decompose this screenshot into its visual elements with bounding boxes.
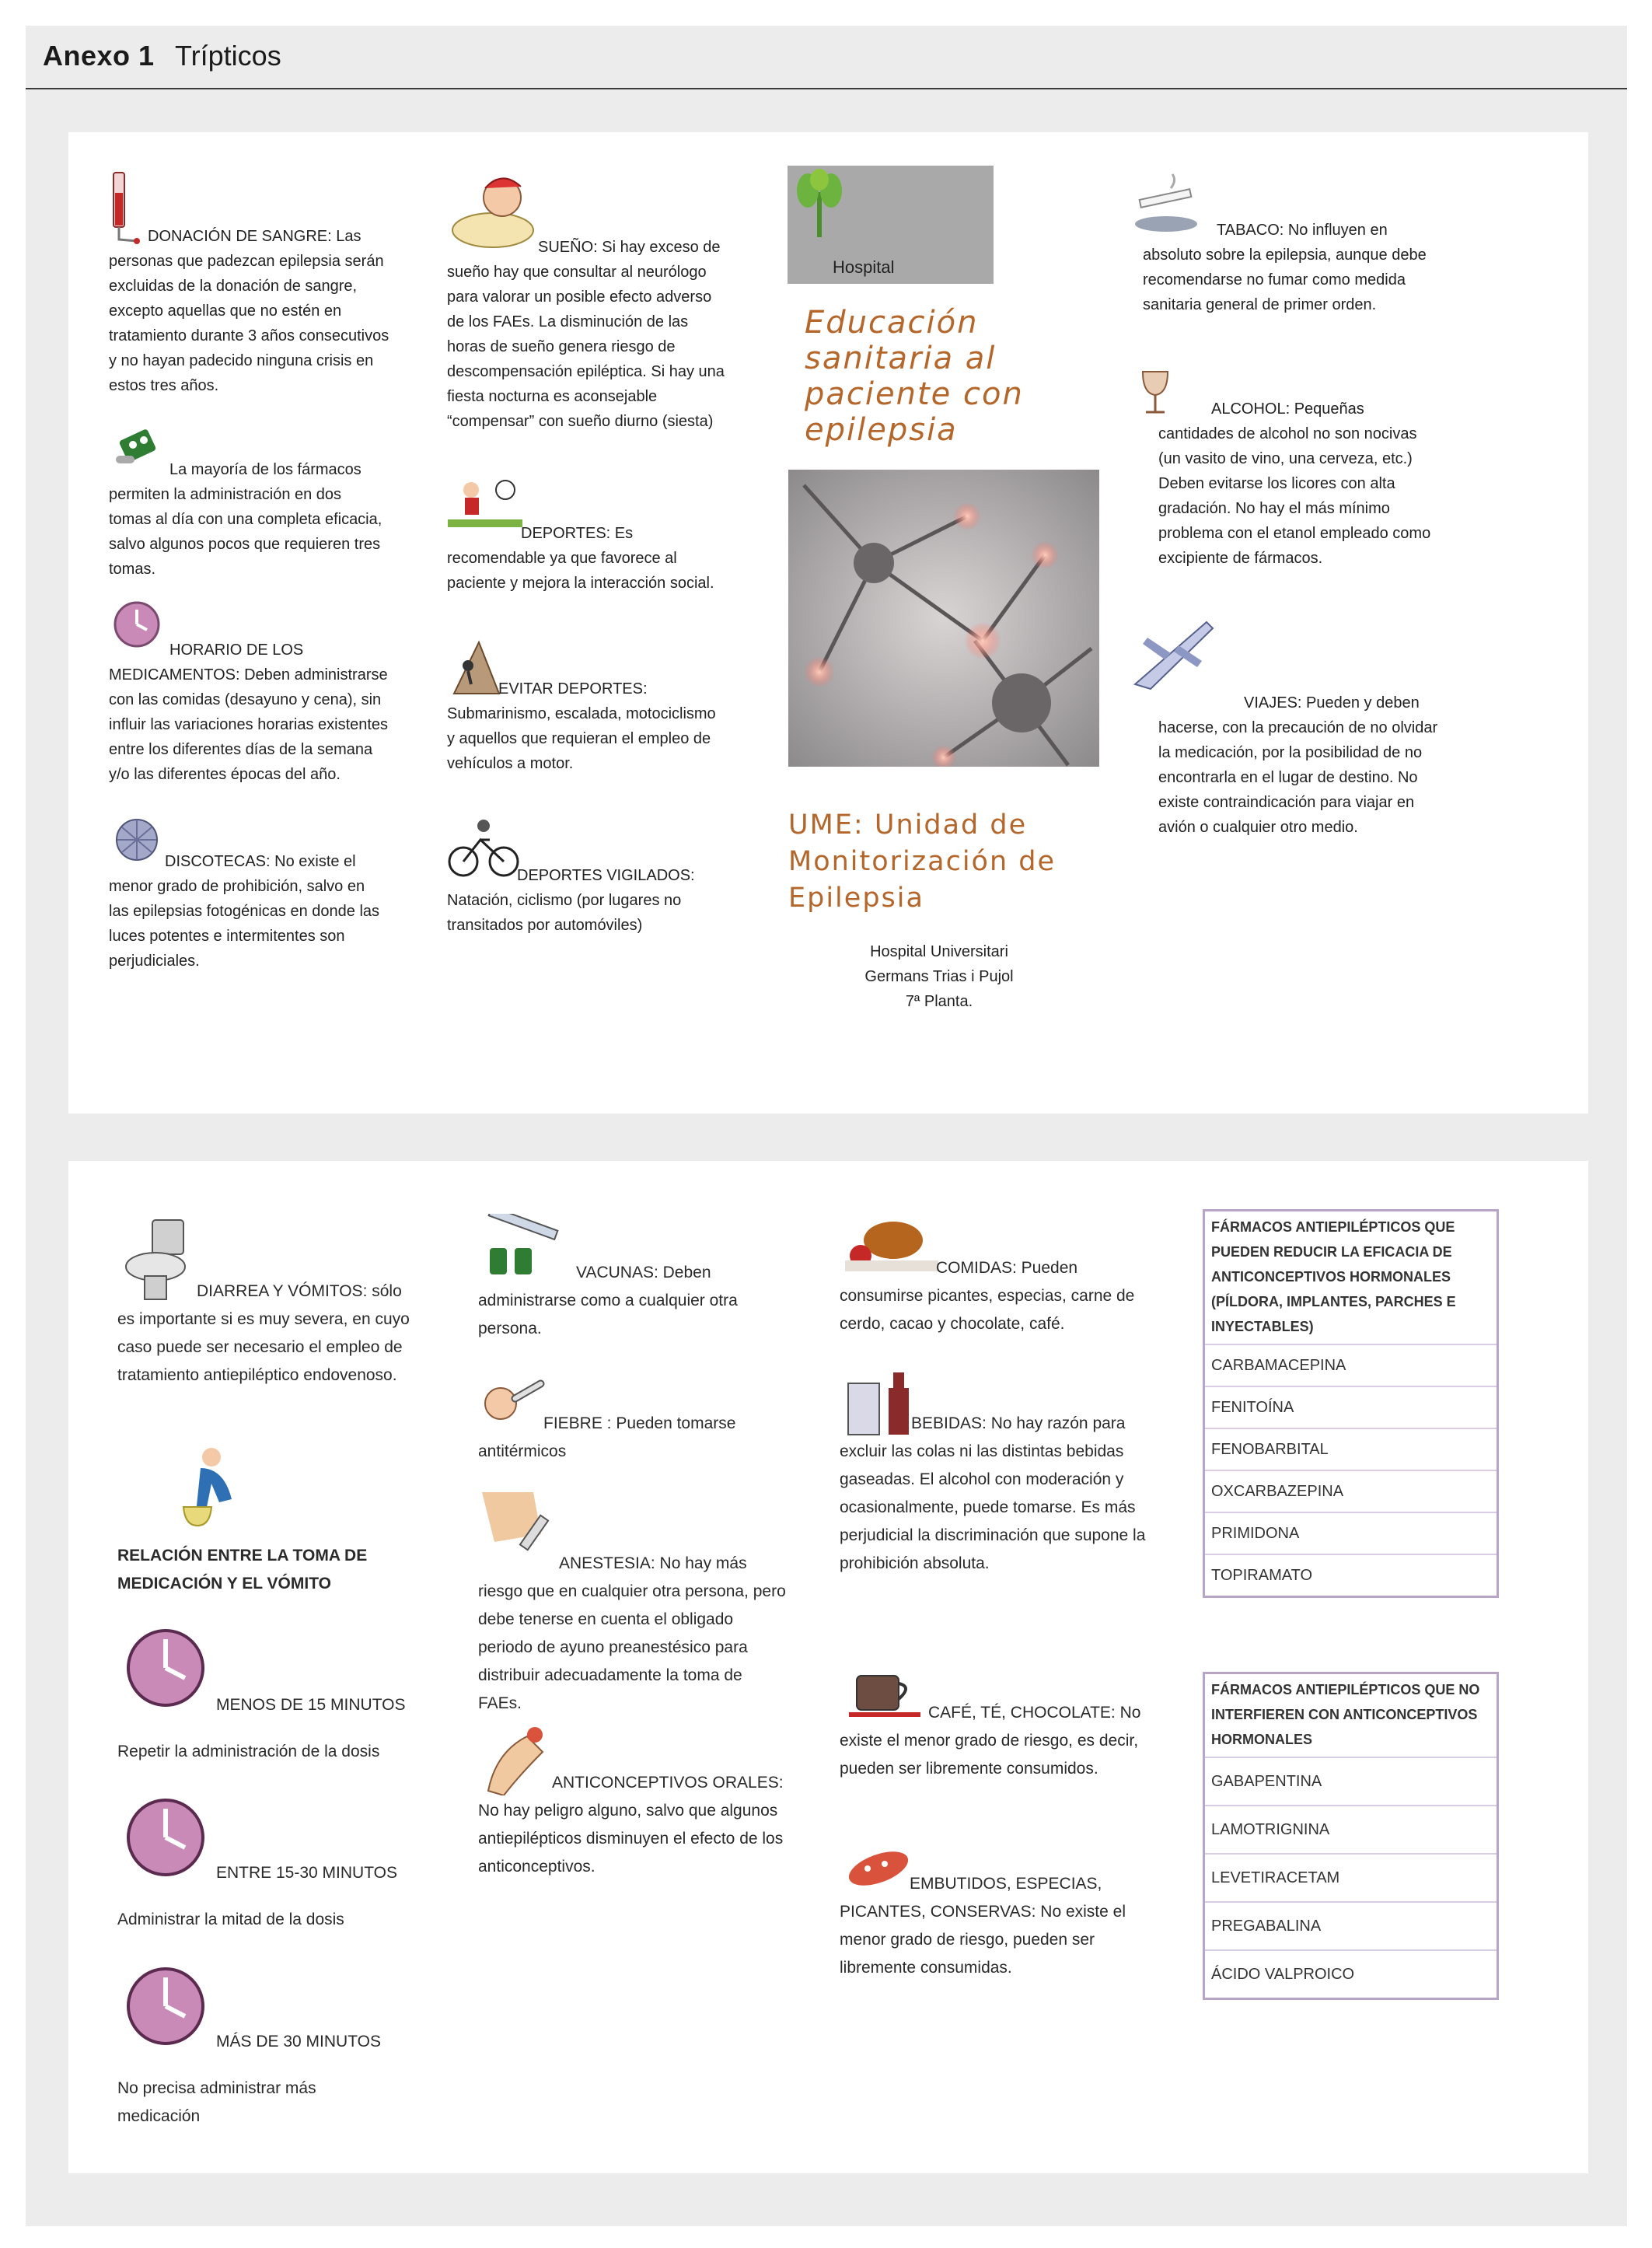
timing-label: ENTRE 15-30 MINUTOS xyxy=(216,1864,397,1882)
table-row: FENOBARBITAL xyxy=(1205,1428,1497,1470)
table-row: OXCARBAZEPINA xyxy=(1205,1470,1497,1512)
alcohol-text: ALCOHOL: Pequeñas cantidades de alcohol no son nocivas (un vasito de vino, una cerveza, etc.) Deben evitarse los licores con alta gradación. No hay el más mínimo problema con el etanol empleado como excipiente de fármacos. xyxy=(1158,400,1431,567)
fever-text: FIEBRE : Pueden tomarse antitérmicos xyxy=(478,1414,736,1460)
non-interfering-drugs-table xyxy=(1203,1672,1499,2000)
medication-schedule-text: HORARIO DE LOS MEDICAMENTOS: Deben administrarse con las comidas (desayuno y cena), sin influir las variaciones horarias existentes entre los diferentes días de la semana y/o las diferentes épocas del año. xyxy=(109,642,389,783)
table-row: GABAPENTINA xyxy=(1205,1757,1497,1805)
neuron-illustration xyxy=(788,470,1099,767)
brochure-title: Educación sanitaria al paciente con epilepsia xyxy=(805,305,1024,448)
clock-icon xyxy=(123,1795,208,1880)
address-line: Hospital Universitari xyxy=(870,943,1008,960)
table-row: LEVETIRACETAM xyxy=(1205,1853,1497,1901)
page-header xyxy=(26,26,1627,89)
table-row: FENITOÍNA xyxy=(1205,1386,1497,1428)
annex-subtitle: Trípticos xyxy=(175,40,281,72)
sports-text: DEPORTES: Es recomendable ya que favorece al paciente y mejora la interacción social. xyxy=(447,525,714,592)
table-row: PRIMIDONA xyxy=(1205,1512,1497,1554)
table-row: PREGABALINA xyxy=(1205,1901,1497,1949)
avoid-sports-text: EVITAR DEPORTES: Submarinismo, escalada, motociclismo y aquellos que requieran el empleo de vehículos a motor. xyxy=(447,680,716,772)
clock-icon xyxy=(123,1625,208,1711)
anesthesia-text: ANESTESIA: No hay más riesgo que en cualquier otra persona, pero debe tenerse en cuenta el obligado periodo de ayuno preanestésico para distribuir adecuadamente la toma de FAEs. xyxy=(478,1554,786,1712)
triptych-inner-panel xyxy=(68,1161,1588,2173)
timing-action: Administrar la mitad de la dosis xyxy=(117,1911,344,1928)
diarrhea-text: DIARREA Y VÓMITOS: sólo es importante si es muy severa, en cuyo caso puede ser necesario el empleo de tratamiento antiepiléptico endovenoso. xyxy=(117,1282,410,1384)
clock-icon xyxy=(123,1963,208,2049)
timing-label: MÁS DE 30 MINUTOS xyxy=(216,2033,381,2050)
travel-text: VIAJES: Pueden y deben hacerse, con la precaución de no olvidar la medicación, por la posibilidad de no encontrarla en el lugar de destino. No existe contraindicación para viajar en avión o cualquier otro medio. xyxy=(1158,694,1438,836)
discotheques-text: DISCOTECAS: No existe el menor grado de prohibición, salvo en las epilepsias fotogénicas en donde las luces potentes e intermitentes son perjudiciales. xyxy=(109,853,380,970)
timing-action: Repetir la administración de la dosis xyxy=(117,1743,380,1760)
address-line: 7ª Planta. xyxy=(905,993,973,1010)
timing-action: No precisa administrar más medicación xyxy=(117,2079,316,2125)
reducing-drugs-table xyxy=(1203,1209,1499,1598)
table-row: CARBAMACEPINA xyxy=(1205,1344,1497,1386)
table-row: ÁCIDO VALPROICO xyxy=(1205,1949,1497,1998)
supervised-sports-text: DEPORTES VIGILADOS: Natación, ciclismo (por lugares no transitados por automóviles) xyxy=(447,867,695,934)
drinks-text: BEBIDAS: No hay razón para excluir las colas ni las distintas bebidas gaseadas. El alcohol con moderación y ocasionalmente, puede tomarse. Es más perjudicial la discriminación que supone la prohibición absoluta. xyxy=(840,1414,1146,1572)
table-header: FÁRMACOS ANTIEPILÉPTICOS QUE NO INTERFIEREN CON ANTICONCEPTIVOS HORMONALES xyxy=(1211,1682,1480,1747)
hospital-logo-text: Hospital xyxy=(833,257,895,277)
contraceptives-text: ANTICONCEPTIVOS ORALES: No hay peligro alguno, salvo que algunos antiepilépticos disminuyen el efecto de los anticonceptivos. xyxy=(478,1774,784,1876)
leaf-logo-icon xyxy=(792,169,847,239)
vaccines-text: VACUNAS: Deben administrarse como a cualquier otra persona. xyxy=(478,1264,738,1337)
cured-meats-text: EMBUTIDOS, ESPECIAS, PICANTES, CONSERVAS: No existe el menor grado de riesgo, pueden ser libremente consumidas. xyxy=(840,1875,1126,1977)
table-header: FÁRMACOS ANTIEPILÉPTICOS QUE PUEDEN REDUCIR LA EFICACIA DE ANTICONCEPTIVOS HORMONALES (PÍLDORA, IMPLANTES, PARCHES E INYECTABLES) xyxy=(1211,1219,1456,1334)
triptych-outer-panel xyxy=(68,132,1588,1114)
coffee-text: CAFÉ, TÉ, CHOCOLATE: No existe el menor grado de riesgo, es decir, pueden ser libremente consumidos. xyxy=(840,1704,1141,1778)
ume-title: UME: Unidad de Monitorización de Epilepsia xyxy=(788,809,1057,914)
table-row: LAMOTRIGNINA xyxy=(1205,1805,1497,1853)
annex-label: Anexo 1 xyxy=(43,40,155,72)
airplane-icon xyxy=(1132,614,1217,692)
hospital-address xyxy=(854,939,1025,1014)
hospital-logo xyxy=(788,166,994,284)
meals-text: COMIDAS: Pueden consumirse picantes, especias, carne de cerdo, cacao y chocolate, café. xyxy=(840,1259,1135,1333)
sleep-text: SUEÑO: Si hay exceso de sueño hay que consultar al neurólogo para valorar un posible efecto adverso de los FAEs. La disminución de las horas de sueño genera riesgo de descompensación epiléptica. Si hay una fiesta nocturna es aconsejable “compensar” con sueño diurno (siesta) xyxy=(447,239,725,430)
table-row: TOPIRAMATO xyxy=(1205,1554,1497,1596)
vomiting-person-icon xyxy=(177,1445,255,1530)
address-line: Germans Trias i Pujol xyxy=(864,968,1014,985)
blood-donation-text: DONACIÓN DE SANGRE: Las personas que padezcan epilepsia serán excluidas de la donación de sangre, excepto aquellas que no estén en tratamiento durante 3 años consecutivos y no hayan padecido ninguna crisis en estos tres años. xyxy=(109,228,389,394)
relation-heading: RELACIÓN ENTRE LA TOMA DE MEDICACIÓN Y EL VÓMITO xyxy=(117,1547,368,1592)
pills-text: La mayoría de los fármacos permiten la administración en dos tomas al día con una completa eficacia, salvo algunos pocos que requieren tres tomas. xyxy=(109,461,382,578)
tobacco-text: TABACO: No influyen en absoluto sobre la epilepsia, aunque debe recomendarse no fumar como medida sanitaria general de primer orden. xyxy=(1143,222,1427,313)
timing-label: MENOS DE 15 MINUTOS xyxy=(216,1696,406,1714)
